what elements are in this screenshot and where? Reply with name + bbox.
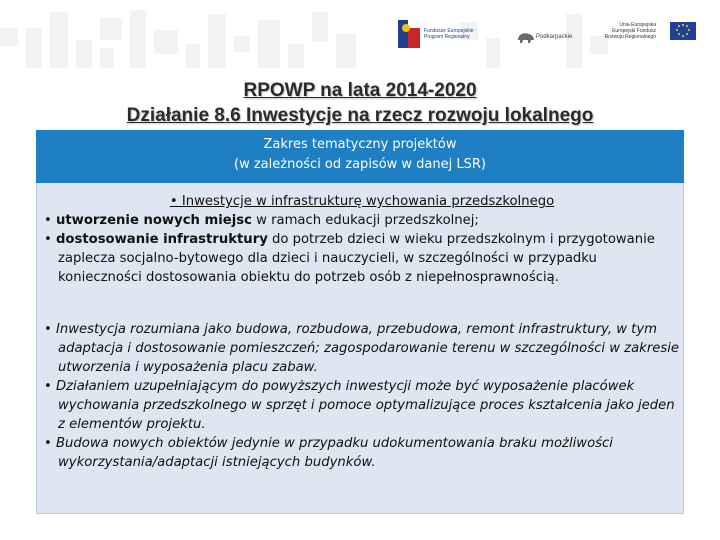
bullet: •	[44, 436, 56, 451]
bullet: •	[44, 379, 56, 394]
list-item	[44, 230, 680, 287]
section-heading: • Inwestycje w infrastrukturę wychowania przedszkolnego	[169, 194, 555, 209]
page-title-line2: Działanie 8.6 Inwestycje na rzecz rozwoju lokalnego	[126, 105, 594, 126]
item2-bold: dostosowanie infrastruktury	[55, 232, 268, 247]
region-logo-text: Podkarpackie	[536, 34, 573, 40]
item2-text: do potrzeb dzieci w wieku przedszkolnym i przygotowanie zaplecza socjalno-bytowego dla dzieci i nauczycieli, w szczególności w przypadku konieczności dostosowania obiektu do potrzeb osób z niepełnosprawnością.	[58, 232, 655, 285]
bullet: •	[44, 322, 56, 337]
item1-text: w ramach edukacji przedszkolnej;	[251, 213, 479, 228]
panel-content	[44, 192, 680, 472]
region-logo	[516, 30, 572, 44]
item1-bold: utworzenie nowych miejsc	[55, 213, 252, 228]
eu-logo	[604, 22, 696, 40]
panel-header-line2: (w zależności od zapisów w danej LSR)	[234, 157, 486, 172]
note-item	[44, 434, 680, 472]
logo-bar	[0, 20, 720, 70]
list-item	[44, 211, 680, 230]
note-item	[44, 377, 680, 434]
bullet: •	[44, 213, 56, 228]
funds-logo-text: Fundusze Europejskie Program Regionalny	[424, 28, 474, 40]
funds-emblem-icon	[398, 20, 420, 48]
note1-text: Inwestycja rozumiana jako budowa, rozbudowa, przebudowa, remont infrastruktury, w tym adaptacja i dostosowanie pomieszczeń; zagospodarowanie terenu w szczególności w zakresie utworzenia i wyposażenia placu zabaw.	[55, 322, 679, 375]
panel-header-line1: Zakres tematyczny projektów	[263, 137, 457, 152]
note-item	[44, 320, 680, 377]
eu-flag-icon	[670, 22, 696, 40]
bullet: •	[44, 232, 56, 247]
page-title-line1: RPOWP na lata 2014-2020	[243, 80, 477, 101]
note3-text: Budowa nowych obiektów jedynie w przypadku udokumentowania braku możliwości wykorzystania/adaptacji istniejących budynków.	[55, 436, 613, 470]
eu-logo-text: Unia Europejska Europejski Fundusz Rozwoju Regionalnego	[604, 22, 656, 40]
funds-logo	[398, 20, 484, 48]
panel-header	[36, 130, 684, 183]
note2-text: Działaniem uzupełniającym do powyższych inwestycji może być wyposażenie placówek wychowania przedszkolnego w sprzęt i pomoce optymalizujące proces kształcenia jako jeden z elementów projektu.	[55, 379, 675, 432]
bison-icon	[516, 30, 536, 44]
